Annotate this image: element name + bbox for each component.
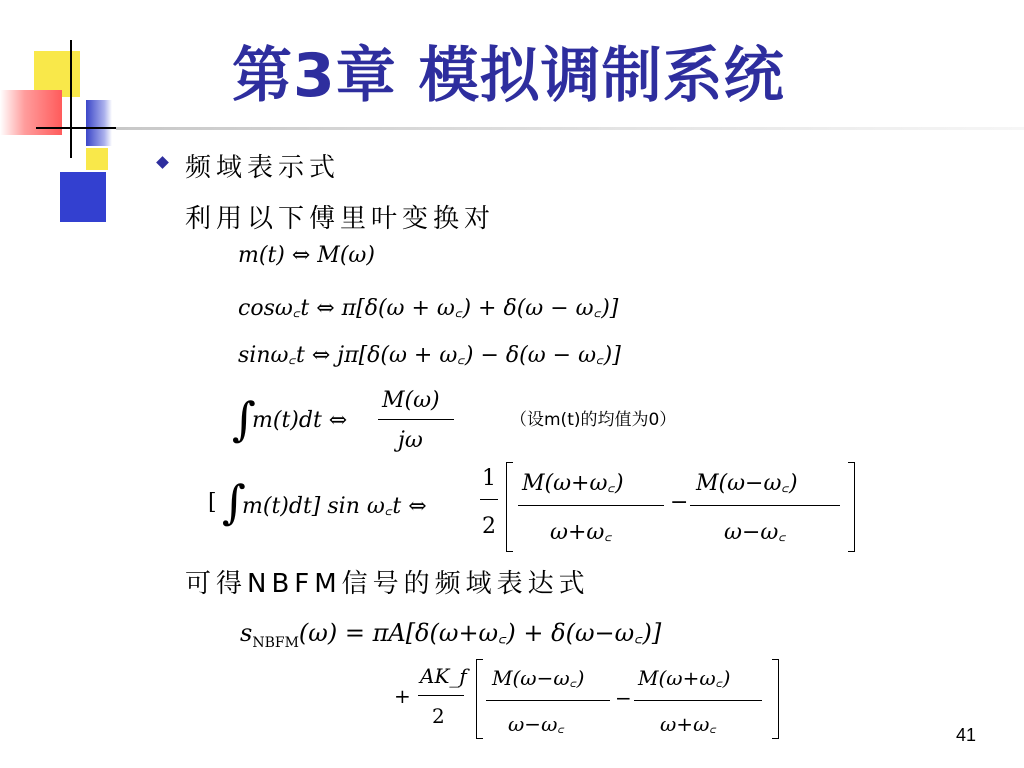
section-heading: 频域表示式 bbox=[185, 153, 341, 183]
right-square-bracket bbox=[848, 462, 855, 552]
fraction-bar bbox=[518, 505, 664, 506]
page-number: 41 bbox=[956, 725, 977, 745]
intro-text: 利用以下傅里叶变换对 bbox=[185, 204, 496, 234]
decor-vertical-line bbox=[70, 40, 72, 158]
coefficient-numerator: AK_f bbox=[420, 664, 467, 688]
title-underline-rule bbox=[116, 127, 1024, 130]
right-square-bracket bbox=[772, 659, 779, 739]
fraction-numerator: M(ω) bbox=[382, 388, 440, 413]
equation-cos-transform: cosω꜀t ⇔ π[δ(ω + ω꜀) + δ(ω − ω꜀)] bbox=[238, 296, 619, 321]
fraction-denominator: ω+ω꜀ bbox=[660, 712, 717, 736]
decor-yellow-small-square bbox=[86, 148, 108, 170]
equation-lhs-integral-sin: m(t)dt] sin ω꜀t ⇔ bbox=[242, 494, 427, 519]
equation-nbfm-spectrum bbox=[240, 616, 661, 651]
integral-sign: ∫ bbox=[222, 475, 246, 529]
left-square-bracket bbox=[506, 462, 513, 552]
integral-lhs: m(t)dt ⇔ bbox=[252, 408, 348, 433]
nbfm-symbol: s bbox=[240, 619, 253, 647]
plus-sign: + bbox=[394, 684, 411, 708]
decor-blue-square bbox=[60, 172, 106, 222]
bullet-diamond-icon bbox=[156, 156, 169, 169]
half-numerator: 1 bbox=[482, 466, 496, 491]
mean-zero-note: （设m(t)的均值为0） bbox=[510, 410, 677, 430]
fraction-numerator: M(ω−ω꜀) bbox=[696, 471, 798, 496]
fraction-bar bbox=[634, 700, 762, 701]
minus-sign: − bbox=[615, 686, 632, 710]
fraction-denominator: jω bbox=[398, 428, 423, 453]
fraction-bar bbox=[690, 505, 840, 506]
fraction-numerator: M(ω+ω꜀) bbox=[638, 666, 731, 690]
fraction-bar bbox=[418, 695, 464, 696]
coefficient-denominator: 2 bbox=[432, 704, 445, 728]
equation-sin-transform: sinω꜀t ⇔ jπ[δ(ω + ω꜀) − δ(ω − ω꜀)] bbox=[238, 343, 621, 368]
left-square-bracket bbox=[476, 659, 483, 739]
decor-horizontal-line bbox=[36, 127, 116, 129]
page-title: 第3章 模拟调制系统 bbox=[232, 41, 785, 111]
nbfm-subscript: NBFM bbox=[252, 634, 299, 651]
fraction-bar bbox=[480, 499, 498, 500]
decor-blue-gradient-block bbox=[86, 100, 112, 146]
nbfm-rhs: (ω) = πA[δ(ω+ω꜀) + δ(ω−ω꜀)] bbox=[298, 619, 662, 647]
fraction-numerator: M(ω−ω꜀) bbox=[492, 666, 585, 690]
fraction-bar bbox=[378, 419, 454, 420]
fraction-denominator: ω−ω꜀ bbox=[724, 520, 786, 545]
integral-sign: ∫ bbox=[232, 392, 256, 446]
equation-fourier-pair: m(t) ⇔ M(ω) bbox=[238, 243, 375, 268]
fraction-bar bbox=[486, 700, 610, 701]
equation-open-bracket: [ bbox=[208, 490, 217, 515]
fraction-denominator: ω+ω꜀ bbox=[550, 520, 612, 545]
minus-sign: − bbox=[670, 490, 689, 515]
half-denominator: 2 bbox=[482, 514, 496, 539]
fraction-numerator: M(ω+ω꜀) bbox=[522, 471, 624, 496]
nbfm-intro-text: 可得NBFM信号的频域表达式 bbox=[185, 569, 590, 599]
fraction-denominator: ω−ω꜀ bbox=[508, 712, 565, 736]
